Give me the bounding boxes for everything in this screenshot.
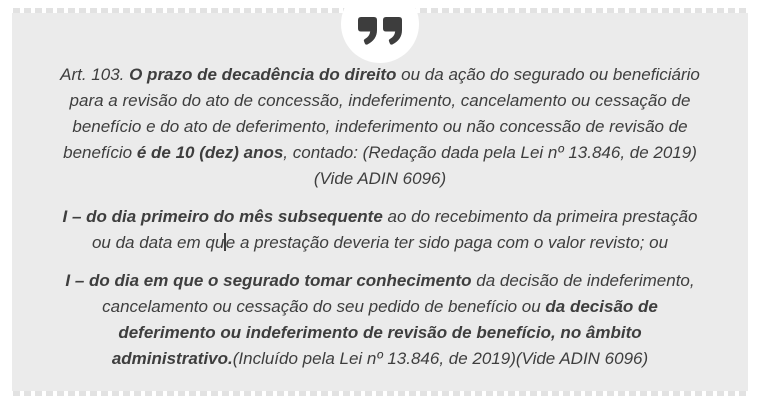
- quote-segment-bold: é de 10 (dez) anos: [136, 143, 284, 162]
- quote-paragraph: [56, 204, 704, 256]
- dashed-border-bottom: [13, 391, 747, 396]
- quote-segment: (Incluído pela Lei nº 13.846, de 2019)(Vide ADIN 6096): [232, 349, 649, 368]
- quote-circle: [341, 0, 419, 63]
- quote-segment-bold: I – do dia primeiro do mês subsequente: [62, 207, 383, 226]
- quote-segment-bold: O prazo de decadência do direito: [129, 65, 397, 84]
- quote-segment-bold: I – do dia em que o segurado tomar conhecimento: [65, 271, 472, 290]
- quote-right-icon: [358, 3, 402, 46]
- quote-panel: [12, 13, 748, 391]
- quote-segment: e a prestação deveria ter sido paga com o valor revisto; ou: [225, 233, 669, 252]
- quote-paragraphs[interactable]: [56, 62, 704, 372]
- quote-segment: ao do recebimento da primeira prestação ou da data em qu: [91, 207, 698, 252]
- quote-segment: , contado: (Redação dada pela Lei nº 13.846, de 2019) (Vide ADIN 6096): [283, 143, 697, 188]
- quote-segment: da decisão de indeferimento, cancelamento ou cessação do seu pedido de benefício ou: [102, 271, 695, 316]
- quote-paragraph: [56, 62, 704, 192]
- quote-segment-bold: da decisão de deferimento ou indeferimento de revisão de benefício, no âmbito administrativo.: [111, 297, 658, 368]
- quote-segment: ou da ação do segurado ou beneficiário para a revisão do ato de concessão, indeferimento, cancelamento ou cessação de benefício e do ato de deferimento, indeferimento ou não concessão de revisão de benefício: [63, 65, 700, 162]
- quote-segment: Art. 103.: [60, 65, 130, 84]
- quote-paragraph: [56, 268, 704, 372]
